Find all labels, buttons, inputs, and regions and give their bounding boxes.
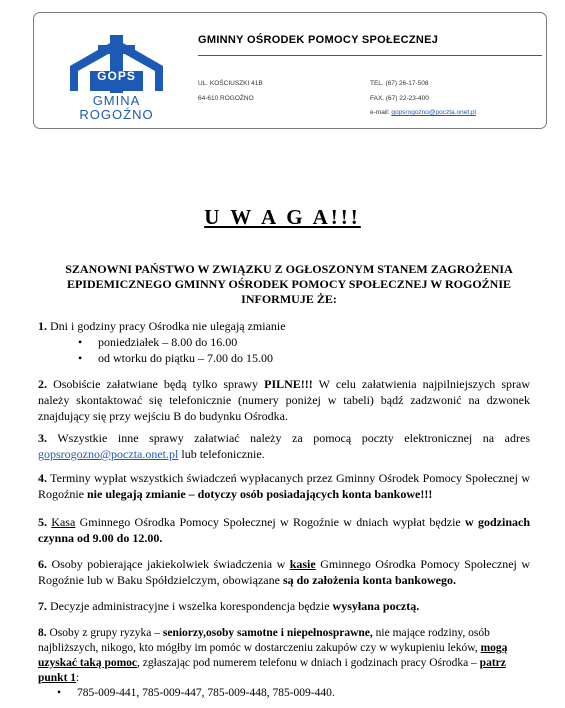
point-bold: w godzinach czynna od 9.00 do 12.00.	[38, 515, 531, 545]
point-number: 3.	[38, 431, 47, 445]
point-bold: seniorzy,osoby samotne i niepełnosprawne,	[162, 627, 373, 639]
point-4	[38, 470, 530, 502]
point-text: Osoby z grupy ryzyka –	[49, 627, 161, 639]
point-number: 8.	[38, 627, 47, 639]
logo-rogozno-text: ROGOŹNO	[79, 107, 154, 122]
address-city: 64-610 ROGOŹNO	[198, 95, 254, 102]
point-number: 5.	[38, 515, 47, 529]
letterhead	[33, 12, 547, 129]
point-text: nie mające rodziny, osób najbliższych, nikogo, kto mógłby im pomóc w dostarczeniu zakupów czy w wykupieniu leków,	[38, 627, 490, 654]
point-number: 1.	[38, 319, 47, 333]
list-item: • od wtorku do piątku – 7.00 do 15.00	[78, 350, 273, 366]
point-bold-underlined: patrz punkt 1	[38, 657, 506, 684]
point-bold: są do założenia konta bankowego.	[282, 573, 456, 587]
email-link[interactable]: gopsrogozno@poczta.onet.pl	[38, 447, 179, 461]
point-bold-underlined: mogą uzyskać taką pomoc	[38, 642, 508, 669]
point-number: 2.	[38, 377, 47, 391]
point-text: Dni i godziny pracy Ośrodka nie ulegają zmianie	[50, 319, 286, 333]
point-underlined: Kasa	[51, 515, 76, 529]
point-text: lub telefonicznie.	[181, 447, 265, 461]
point-text: , zgłaszając pod numerem telefonu w dniach i godzinach pracy Ośrodka –	[137, 657, 477, 669]
point-5	[38, 514, 530, 546]
email-label: e-mail:	[370, 109, 390, 116]
point-text: Gminnego Ośrodka Pomocy Społecznej w Rogoźnie w dniach wypłat będzie	[79, 515, 461, 529]
point-bold: nie ulegają zmianie – dotyczy osób posiadających konta bankowe!!!	[87, 487, 433, 501]
point-bold-underlined: kasie	[289, 557, 316, 571]
point-number: 7.	[38, 599, 47, 613]
point-text: W celu załatwienia najpilniejszych spraw należy skontaktować się telefonicznie (numery poniżej w tabeli) bądź zadzwonić na dzwonek znajdujący się przy wejściu B do budynku Ośrodka.	[38, 377, 531, 423]
point-text: Gminnego Ośrodka Pomocy Społecznej w Rogoźnie lub w Baku Spółdzielczym, obowiązane	[38, 557, 531, 587]
intro-text: SZANOWNI PAŃSTWO W ZWIĄZKU Z OGŁOSZONYM STANEM ZAGROŻENIA EPIDEMICZNEGO GMINNY OŚRODEK POMOCY SPOŁECZNEJ W ROGOŹNIE INFORMUJE ŻE:	[65, 262, 513, 306]
point-2	[38, 376, 530, 424]
org-name: GMINNY OŚRODEK POMOCY SPOŁECZNEJ	[198, 34, 439, 46]
point-6	[38, 556, 530, 588]
fax: FAX. (67) 22-23-400	[370, 95, 429, 102]
address-street: UL. KOŚCIUSZKI 41B	[198, 80, 263, 87]
letterhead-divider	[198, 55, 542, 56]
phone: TEL. (67) 26-17-508	[370, 80, 429, 87]
email-line	[370, 109, 476, 116]
point-1	[38, 318, 530, 334]
point-text: Osoby pobierające jakiekolwiek świadczenia w	[51, 557, 286, 571]
list-item: • poniedziałek – 8.00 do 16.00	[78, 334, 273, 350]
letterhead-email-link[interactable]: gopsrogozno@poczta.onet.pl	[391, 109, 476, 116]
point-bold: wysyłana pocztą.	[332, 599, 420, 613]
point-number: 4.	[38, 471, 47, 485]
point-text: Osobiście załatwiane będą tylko sprawy	[53, 377, 259, 391]
logo-gmina-text: GMINA	[92, 93, 141, 108]
point-bold: PILNE!!!	[264, 377, 313, 391]
point-text: Wszystkie inne sprawy załatwiać należy za pomocą poczty elektronicznej na adres	[57, 431, 530, 445]
point-text: Decyzje administracyjne i wszelka korespondencja będzie	[50, 599, 330, 613]
logo-gops-text: GOPS	[97, 69, 136, 83]
point-text: :	[76, 672, 80, 684]
point-3	[38, 430, 530, 462]
point-number: 6.	[38, 557, 47, 571]
point-text: Terminy wypłat wszystkich świadczeń wypłacanych przez Gminny Ośrodek Pomocy Społecznej w Rogoźnie	[38, 471, 530, 501]
page-title: U W A G A!!!	[204, 205, 361, 229]
list-item: • 785-009-441, 785-009-447, 785-009-448, 785-009-440.	[57, 685, 335, 701]
point-8	[38, 626, 530, 686]
phone-list	[57, 685, 335, 701]
hours-list	[78, 334, 273, 366]
point-7	[38, 598, 530, 614]
